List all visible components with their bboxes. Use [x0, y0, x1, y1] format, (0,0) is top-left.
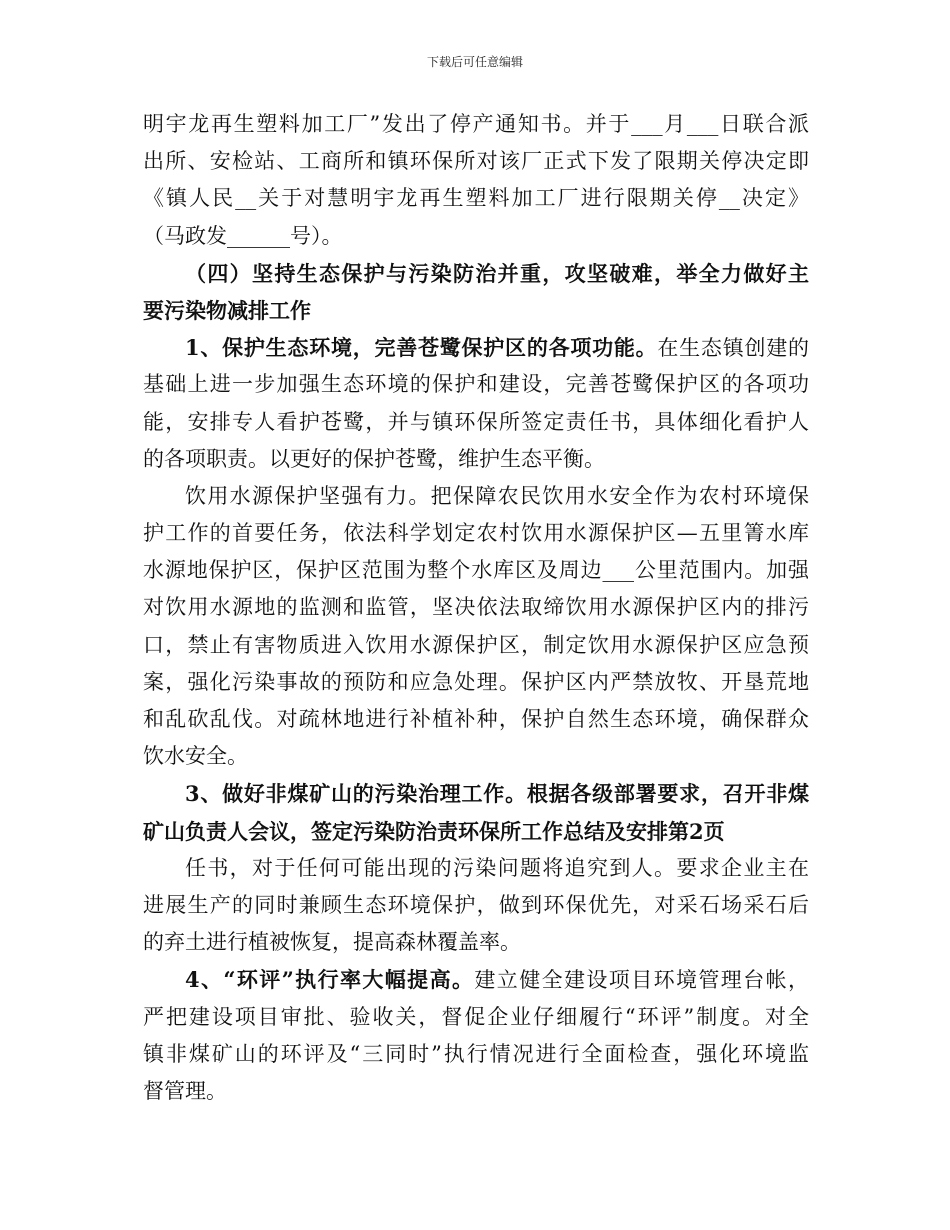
line-text: 饮用水源保护坚强有力。把保障农民饮用水安全作为农村环境保: [185, 483, 809, 508]
line-text: 任书，对于任何可能出现的污染问题将追究到人。要求企业主在: [185, 855, 809, 880]
text-line: [143, 441, 809, 478]
item-heading-line: [143, 775, 809, 812]
line-text: 对饮用水源地的监测和监管，坚决依法取缔饮用水源保护区内的排污: [143, 595, 809, 620]
text-line: [143, 515, 809, 552]
section-heading-line: [143, 292, 809, 329]
line-text: 护工作的首要任务，依法科学划定农村饮用水源保护区—五里箐水库: [143, 521, 809, 546]
text-line: [143, 218, 809, 255]
line-text: 督管理。: [143, 1078, 227, 1103]
line-text: 和乱砍乱伐。对疏林地进行补植补种，保护自然生态环境，确保群众: [143, 707, 809, 731]
text-line: [143, 738, 809, 775]
line-text: 出所、安检站、工商所和镇环保所对该厂正式下发了限期关停决定即: [143, 149, 809, 174]
line-text: 口，禁止有害物质进入饮用水源保护区，制定饮用水源保护区应急预: [143, 632, 809, 657]
text-line: [143, 850, 809, 887]
text-line: [143, 552, 809, 589]
item-heading-text: 3、做好非煤矿山的污染治理工作。根据各级部署要求，召开非煤: [185, 781, 809, 807]
text-line: [143, 106, 809, 143]
section-heading-line: [143, 255, 809, 292]
line-text: 进展生产的同时兼顾生态环境保护，做到环保优先，对采石场采石后: [143, 892, 809, 917]
line-text: （马政发______号）。: [143, 223, 343, 248]
line-text: 的各项职责。以更好的保护苍鹭，维护生态平衡。: [143, 446, 605, 471]
item-heading-text: 矿山负责人会议，签定污染防治责环保所工作总结及安排第2页: [143, 818, 725, 844]
item-heading-text: 4、“环评”执行率大幅提高。: [185, 967, 475, 993]
text-line: [143, 180, 809, 217]
line-text: 在生态镇创建的: [657, 336, 809, 361]
text-line: [143, 924, 809, 961]
text-line: [143, 999, 809, 1036]
line-text: 案，强化污染事故的预防和应急处理。保护区内严禁放牧、开垦荒地: [143, 669, 809, 694]
text-line: [143, 1036, 809, 1073]
text-line: [143, 366, 809, 403]
text-line: [143, 143, 809, 180]
text-line: [143, 627, 809, 664]
text-line: [143, 887, 809, 924]
line-text: 的弃土进行植被恢复，提高森林覆盖率。: [143, 930, 521, 955]
line-text: 镇非煤矿山的环评及“三同时”执行情况进行全面检查，强化环境监: [143, 1041, 809, 1066]
line-text: 水源地保护区，保护区范围为整个水库区及周边___公里范围内。加强: [143, 558, 809, 583]
item-heading-text: 1、保护生态环境，完善苍鹭保护区的各项功能。: [185, 335, 658, 361]
line-text: 严把建设项目审批、验收关，督促企业仔细履行“环评”制度。对全: [143, 1004, 809, 1029]
text-line: [143, 589, 809, 626]
text-line: [143, 478, 809, 515]
line-text: 明宇龙再生塑料加工厂”发出了停产通知书。并于___月___日联合派: [143, 112, 809, 136]
text-line: [143, 664, 809, 701]
line-text: 能，安排专人看护苍鹭，并与镇环保所签定责任书，具体细化看护人: [143, 409, 809, 434]
section-heading-text: 要污染物减排工作: [143, 297, 311, 323]
section-heading-text: （四）坚持生态保护与污染防治并重，攻坚破难，举全力做好主: [185, 260, 809, 286]
document-body: [143, 106, 809, 1110]
text-line: [143, 701, 809, 738]
text-line: [143, 1073, 809, 1110]
line-text: 基础上进一步加强生态环境的保护和建设，完善苍鹭保护区的各项功: [143, 372, 809, 397]
text-line: [143, 329, 809, 366]
text-line: [143, 961, 809, 998]
item-heading-line: [143, 813, 809, 850]
line-text: 建立健全建设项目环境管理台帐，: [474, 968, 809, 993]
line-text: 《镇人民__关于对慧明宇龙再生塑料加工厂进行限期关停__决定》: [143, 186, 809, 211]
text-line: [143, 404, 809, 441]
page-header: 下载后可任意编辑: [426, 55, 523, 69]
line-text: 饮水安全。: [143, 744, 248, 769]
